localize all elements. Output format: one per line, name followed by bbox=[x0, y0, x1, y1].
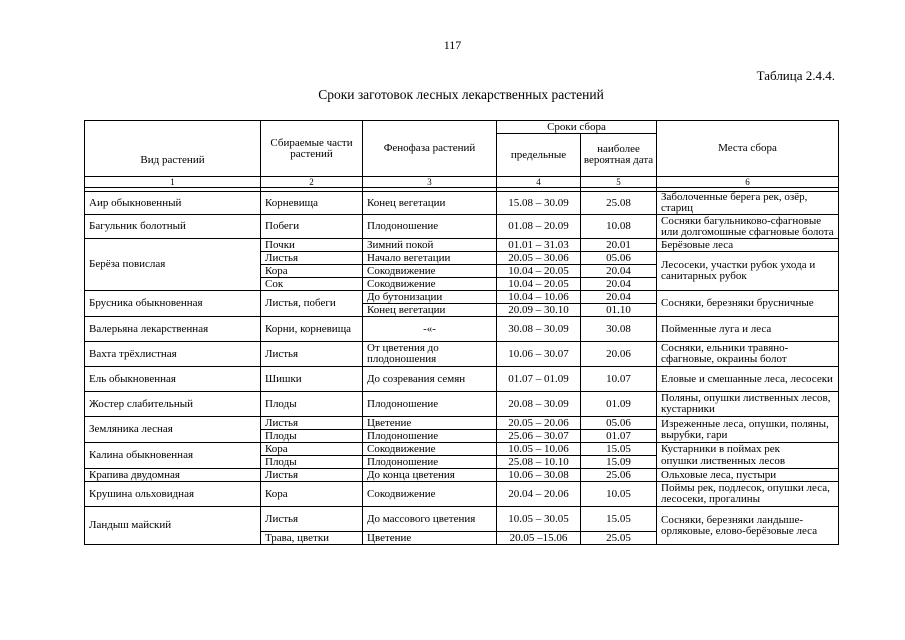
table-cell: До бутонизации bbox=[363, 291, 497, 304]
col-number: 1 bbox=[85, 177, 261, 188]
header-places: Места сбора bbox=[657, 121, 839, 177]
table-cell: Корневища bbox=[261, 192, 363, 215]
table-cell: 15.08 – 30.09 bbox=[497, 192, 581, 215]
table-cell: Цветение bbox=[363, 532, 497, 545]
table-cell: Поймы рек, подлесок, опушки леса, лесосеки, прогалины bbox=[657, 482, 839, 507]
table-cell: 01.07 – 01.09 bbox=[497, 367, 581, 392]
table-cell: Сок bbox=[261, 278, 363, 291]
header-parts: Сбираемые части растений bbox=[261, 121, 363, 177]
table-cell: 01.01 – 31.03 bbox=[497, 239, 581, 252]
table-cell: Плодоношение bbox=[363, 456, 497, 469]
table-cell: Вахта трёхлистная bbox=[85, 342, 261, 367]
table-cell: 20.01 bbox=[581, 239, 657, 252]
table-cell: Плодоношение bbox=[363, 215, 497, 239]
header-likely: наиболее вероятная дата bbox=[581, 134, 657, 177]
table-cell: 15.09 bbox=[581, 456, 657, 469]
table-cell: 25.06 – 30.07 bbox=[497, 430, 581, 443]
table-cell: Начало вегетации bbox=[363, 252, 497, 265]
table-cell: Жостер слабительный bbox=[85, 392, 261, 417]
table-cell: Сосняки, березняки брусничные bbox=[657, 291, 839, 317]
table-cell: 30.08 bbox=[581, 317, 657, 342]
table-cell: Багульник болотный bbox=[85, 215, 261, 239]
table-cell: 10.06 – 30.07 bbox=[497, 342, 581, 367]
table-cell: Крушина ольховидная bbox=[85, 482, 261, 507]
table-cell: Аир обыкновенный bbox=[85, 192, 261, 215]
table-cell: Цветение bbox=[363, 417, 497, 430]
table-cell: Шишки bbox=[261, 367, 363, 392]
table-cell: Листья bbox=[261, 342, 363, 367]
table-cell: 10.07 bbox=[581, 367, 657, 392]
table-cell: 20.05 – 20.06 bbox=[497, 417, 581, 430]
table-cell: 25.06 bbox=[581, 469, 657, 482]
table-cell: 30.08 – 30.09 bbox=[497, 317, 581, 342]
table-cell: До конца цветения bbox=[363, 469, 497, 482]
table-cell: Кора bbox=[261, 443, 363, 456]
table-cell: 01.08 – 20.09 bbox=[497, 215, 581, 239]
table-cell: 10.06 – 30.08 bbox=[497, 469, 581, 482]
table-cell: -«- bbox=[363, 317, 497, 342]
table-cell: 10.05 – 30.05 bbox=[497, 507, 581, 532]
table-cell: Сокодвижение bbox=[363, 443, 497, 456]
table-cell: Сокодвижение bbox=[363, 265, 497, 278]
table-cell: Калина обыкновенная bbox=[85, 443, 261, 469]
table-cell: Кора bbox=[261, 265, 363, 278]
table-cell: Плодоношение bbox=[363, 392, 497, 417]
table-cell: 20.05 –15.06 bbox=[497, 532, 581, 545]
table-cell: 10.05 bbox=[581, 482, 657, 507]
table-cell: Листья bbox=[261, 469, 363, 482]
header-limit: предельные bbox=[497, 134, 581, 177]
table-cell: 20.04 bbox=[581, 291, 657, 304]
table-cell: Крапива двудомная bbox=[85, 469, 261, 482]
table-cell: 20.08 – 30.09 bbox=[497, 392, 581, 417]
table-cell: Лесосеки, участки рубок ухода и санитарных рубок bbox=[657, 252, 839, 291]
header-phenophase: Фенофаза растений bbox=[363, 121, 497, 177]
table-cell: 20.04 – 20.06 bbox=[497, 482, 581, 507]
table-label: Таблица 2.4.4. bbox=[756, 68, 835, 83]
table-cell: Кустарники в поймах рек bbox=[657, 443, 839, 456]
table-cell: 15.05 bbox=[581, 507, 657, 532]
table-cell: 20.06 bbox=[581, 342, 657, 367]
table-cell: 20.09 – 30.10 bbox=[497, 304, 581, 317]
header-species: Вид растений bbox=[85, 121, 261, 177]
table-cell: 10.04 – 10.06 bbox=[497, 291, 581, 304]
table-cell: Листья bbox=[261, 507, 363, 532]
table-cell: Валерьяна лекарственная bbox=[85, 317, 261, 342]
table-cell: Плодоношение bbox=[363, 430, 497, 443]
table-cell: Конец вегетации bbox=[363, 304, 497, 317]
table-cell: 05.06 bbox=[581, 252, 657, 265]
table-cell: Плоды bbox=[261, 430, 363, 443]
page-number: 117 bbox=[443, 38, 462, 52]
table-cell: Ель обыкновенная bbox=[85, 367, 261, 392]
table-cell: От цветения до плодоношения bbox=[363, 342, 497, 367]
table-cell: опушки лиственных лесов bbox=[657, 456, 839, 469]
table-cell: Побеги bbox=[261, 215, 363, 239]
table-cell: Листья bbox=[261, 252, 363, 265]
table-cell: 20.04 bbox=[581, 265, 657, 278]
table-cell: Листья bbox=[261, 417, 363, 430]
table-cell: 01.07 bbox=[581, 430, 657, 443]
table-cell: Конец вегетации bbox=[363, 192, 497, 215]
table-cell: Поляны, опушки лиственных лесов, кустарники bbox=[657, 392, 839, 417]
table-cell: Заболоченные берега рек, озёр, стариц bbox=[657, 192, 839, 215]
table-cell: Плоды bbox=[261, 456, 363, 469]
table-title: Сроки заготовок лесных лекарственных растений bbox=[318, 87, 604, 102]
table-cell: Плоды bbox=[261, 392, 363, 417]
table-cell: 25.08 bbox=[581, 192, 657, 215]
table-cell: 10.05 – 10.06 bbox=[497, 443, 581, 456]
table-cell: Изреженные леса, опушки, поляны, вырубки, гари bbox=[657, 417, 839, 443]
table-cell: Листья, побеги bbox=[261, 291, 363, 317]
table-cell: Еловые и смешанные леса, лесосеки bbox=[657, 367, 839, 392]
table-cell: 25.08 – 10.10 bbox=[497, 456, 581, 469]
table-cell: Брусника обыкновенная bbox=[85, 291, 261, 317]
col-number: 4 bbox=[497, 177, 581, 188]
table-cell: Пойменные луга и леса bbox=[657, 317, 839, 342]
table-cell: Зимний покой bbox=[363, 239, 497, 252]
table-cell: 10.04 – 20.05 bbox=[497, 278, 581, 291]
header-terms: Сроки сбора bbox=[497, 121, 657, 134]
table-cell: 20.04 bbox=[581, 278, 657, 291]
table-cell: До массового цветения bbox=[363, 507, 497, 532]
table-cell: До созревания семян bbox=[363, 367, 497, 392]
table-cell: 01.09 bbox=[581, 392, 657, 417]
table-cell: Корни, корневища bbox=[261, 317, 363, 342]
table-cell: Берёзовые леса bbox=[657, 239, 839, 252]
table-cell: Земляника лесная bbox=[85, 417, 261, 443]
table-cell: Сосняки багульниково-сфагновые или долгомошные сфагновые болота bbox=[657, 215, 839, 239]
table-cell: 05.06 bbox=[581, 417, 657, 430]
harvest-table bbox=[84, 120, 839, 545]
table-cell: Берёза повислая bbox=[85, 239, 261, 291]
table-cell: Сокодвижение bbox=[363, 278, 497, 291]
table-cell: 10.08 bbox=[581, 215, 657, 239]
col-number: 5 bbox=[581, 177, 657, 188]
table-cell: Ландыш майский bbox=[85, 507, 261, 545]
table-cell: 15.05 bbox=[581, 443, 657, 456]
table-cell: 01.10 bbox=[581, 304, 657, 317]
col-number: 6 bbox=[657, 177, 839, 188]
table-cell: Сосняки, ельники травяно-сфагновые, окраины болот bbox=[657, 342, 839, 367]
table-cell: 20.05 – 30.06 bbox=[497, 252, 581, 265]
table-cell: Сосняки, березняки ландыше-орляковые, елово-берёзовые леса bbox=[657, 507, 839, 545]
table-cell: Сокодвижение bbox=[363, 482, 497, 507]
table-cell: Почки bbox=[261, 239, 363, 252]
table-cell: Кора bbox=[261, 482, 363, 507]
table-cell: 25.05 bbox=[581, 532, 657, 545]
table-cell: Трава, цветки bbox=[261, 532, 363, 545]
col-number: 2 bbox=[261, 177, 363, 188]
table-cell: Ольховые леса, пустыри bbox=[657, 469, 839, 482]
col-number: 3 bbox=[363, 177, 497, 188]
table-cell: 10.04 – 20.05 bbox=[497, 265, 581, 278]
